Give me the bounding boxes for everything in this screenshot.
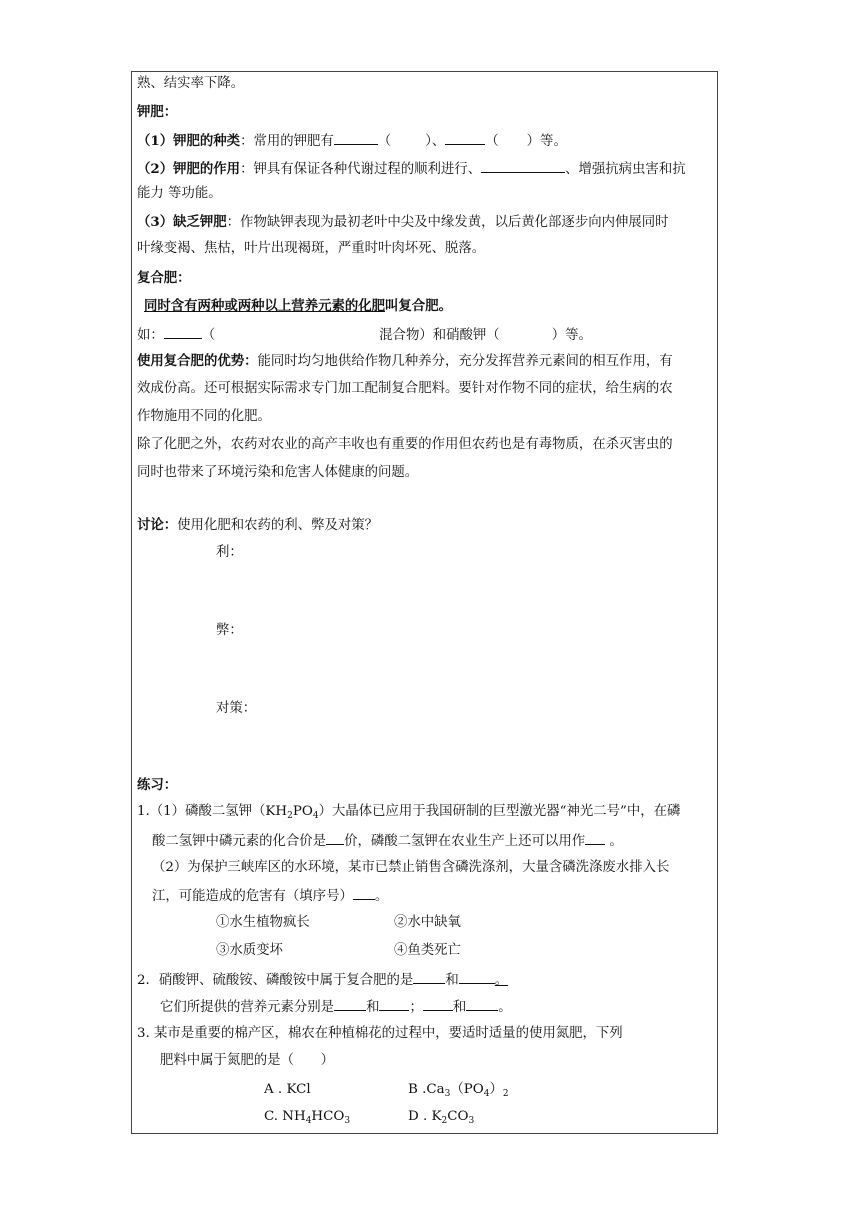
- answer-blank[interactable]: [466, 997, 498, 1011]
- question-1b: （2）为保护三峡库区的水环境，某市已禁止销售含磷洗涤剂，大量含磷洗涤废水排入长: [152, 860, 670, 875]
- question-1a: 1.（1）磷酸二氢钾$(KH_2PO_4)$大晶体已应用于我国研制的巨型激光器“神光二号”中，在磷: [137, 804, 681, 821]
- measures-label: 对策：: [216, 701, 257, 716]
- question-1a-cont: 酸二氢钾中磷元素的化合价是 价，磷酸二氢钾在农业生产上还可以用作 。: [152, 831, 623, 851]
- section-heading-compound: 复合肥：: [137, 270, 191, 286]
- answer-blank[interactable]: [379, 997, 409, 1011]
- compound-advantage: 使用复合肥的优势：能同时均匀地供给作物几种养分，充分发挥营养元素间的相互作用，有: [137, 353, 673, 369]
- answer-option-a[interactable]: A . KCl: [264, 1082, 311, 1097]
- text-line: 同时也带来了环境污染和危害人体健康的问题。: [137, 465, 419, 480]
- discussion-prompt: 讨论：使用化肥和农药的利、弊及对策？: [137, 517, 379, 533]
- text-line: 效成份高。还可根据实际需求专门加工配制复合肥料。要针对作物不同的症状，给生病的农: [137, 381, 673, 396]
- option-3: ③水质变坏: [216, 943, 283, 958]
- text-line: 熟、结实率下降。: [137, 76, 245, 91]
- question-3: 3. 某市是重要的棉产区，棉农在种植棉花的过程中，要适时适量的使用氮肥，下列: [137, 1026, 623, 1041]
- answer-blank[interactable]: [334, 997, 366, 1011]
- section-heading-potash: 钾肥：: [137, 104, 178, 120]
- answer-blank[interactable]: [164, 325, 202, 339]
- answer-blank[interactable]: [585, 831, 605, 845]
- text-line: 叶缘变褐、焦枯，叶片出现褐斑，严重时叶肉坏死、脱落。: [137, 241, 486, 256]
- answer-blank[interactable]: [459, 970, 495, 984]
- option-2: ②水中缺氧: [394, 915, 461, 930]
- answer-blank[interactable]: [353, 886, 375, 900]
- text-line: 能力 等功能。: [137, 186, 222, 201]
- answer-option-b[interactable]: B $.Ca_3(PO_4)_2$: [408, 1082, 509, 1099]
- pros-label: 利：: [216, 545, 243, 560]
- text-line: 作物施用不同的化肥。: [137, 409, 271, 424]
- answer-option-d[interactable]: D . $K_2CO_3$: [408, 1109, 475, 1126]
- cons-label: 弊：: [216, 623, 243, 638]
- potash-types: （1）钾肥的种类：常用的钾肥有 （ ）、 （ ）等。: [137, 133, 567, 149]
- text-line: 除了化肥之外，农药对农业的高产丰收也有重要的作用但农药也是有毒物质，在杀灭害虫的: [137, 437, 673, 452]
- answer-blank[interactable]: [481, 159, 565, 173]
- answer-blank[interactable]: [334, 131, 378, 145]
- answer-blank[interactable]: [445, 131, 485, 145]
- compound-definition: 同时含有两种或两种以上营养元素的化肥叫复合肥。: [144, 298, 452, 314]
- question-1b-cont: 江，可能造成的危害有（填序号） 。: [152, 886, 388, 906]
- exercise-heading: 练习：: [137, 777, 178, 793]
- potash-deficiency: （3）缺乏钾肥：作物缺钾表现为最初老叶中尖及中缘发黄，以后黄化部逐步向内伸展同时: [137, 214, 669, 230]
- answer-option-c[interactable]: C. $NH_4HCO_3$: [264, 1109, 351, 1126]
- answer-blank[interactable]: [413, 970, 445, 984]
- question-2-cont: 它们所提供的营养元素分别是 和 ； 和 。: [160, 997, 512, 1017]
- answer-blank[interactable]: [326, 831, 344, 845]
- potash-function: （2）钾肥的作用：钾具有保证各种代谢过程的顺利进行、 、增强抗病虫害和抗: [137, 161, 686, 177]
- question-3-cont: 肥料中属于氮肥的是（ ）: [160, 1053, 335, 1068]
- answer-blank[interactable]: [423, 997, 453, 1011]
- option-1: ①水生植物疯长: [216, 915, 310, 930]
- question-2: 2．硝酸钾、硫酸铵、磷酸铵中属于复合肥的是 和 。: [137, 970, 508, 990]
- option-4: ④鱼类死亡: [394, 943, 461, 958]
- compound-example: 如： （ 混合物）和硝酸钾（ ）等。: [137, 325, 592, 345]
